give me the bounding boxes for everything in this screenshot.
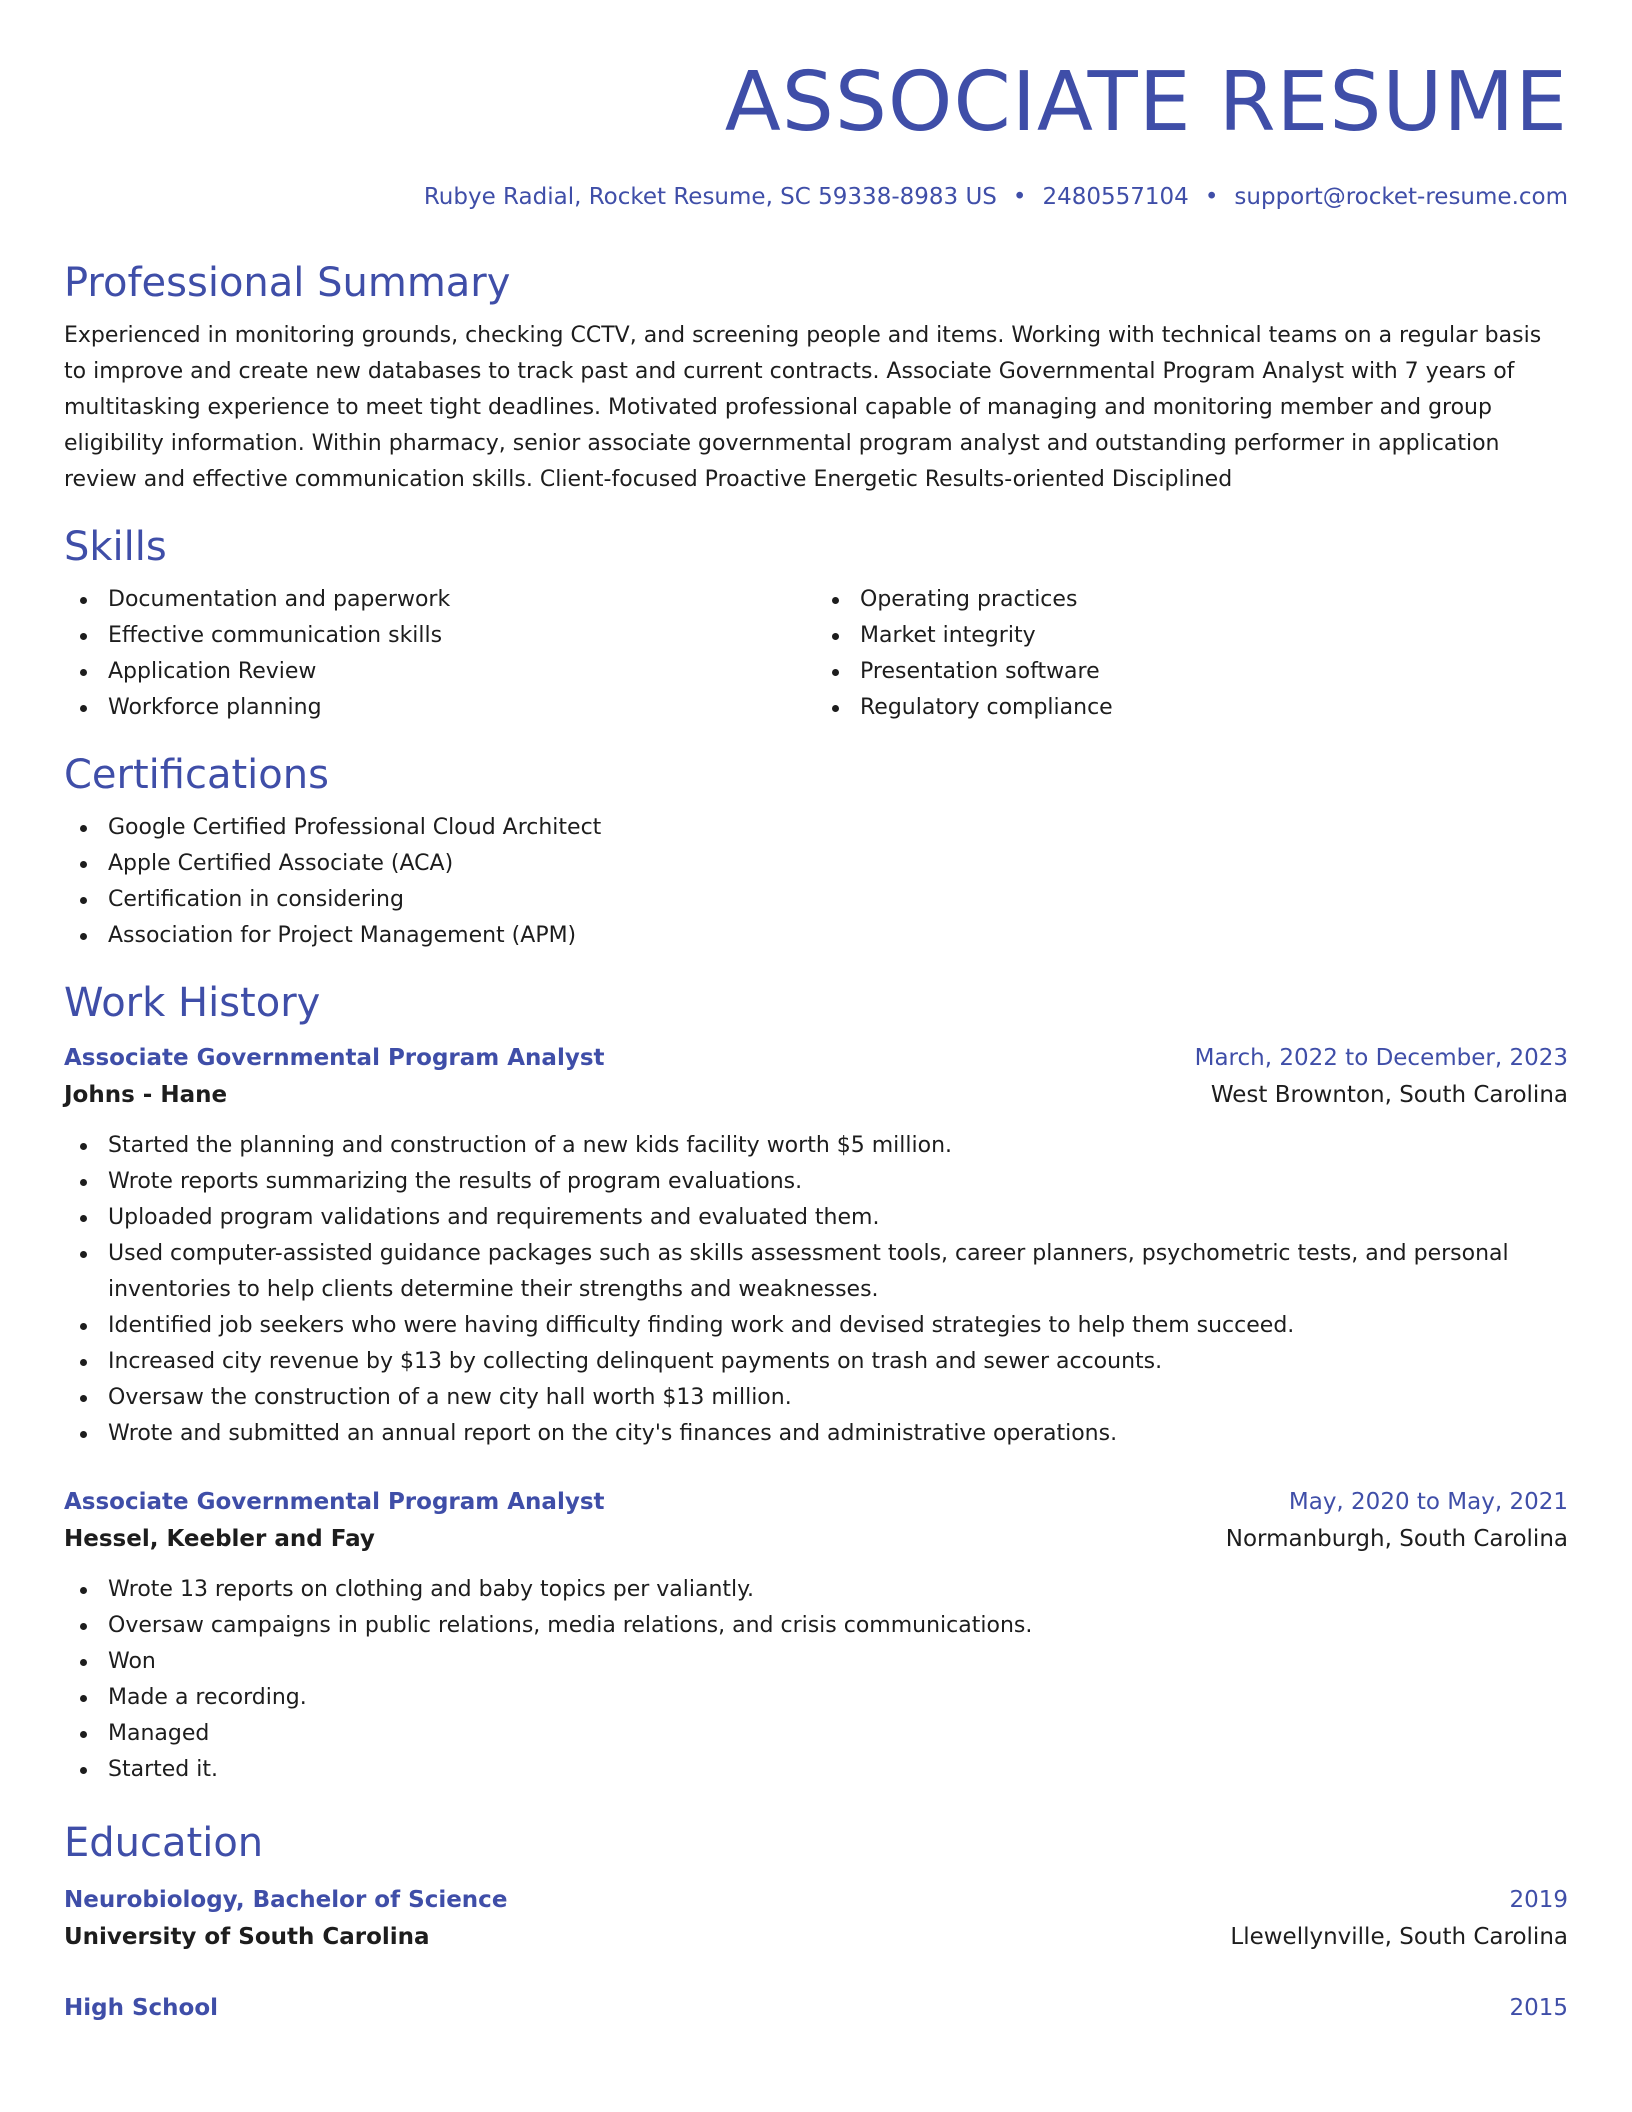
job-title: Associate Governmental Program Analyst: [64, 1045, 605, 1071]
job-company: Johns - Hane: [64, 1082, 228, 1108]
skill-item: Effective communication skills: [64, 618, 816, 654]
skill-item: Market integrity: [816, 618, 1568, 654]
certification-item: Google Certified Professional Cloud Architect: [64, 810, 1568, 846]
job-company: Hessel, Keebler and Fay: [64, 1526, 375, 1552]
section-heading: Education: [64, 1820, 264, 1866]
job-dates: May, 2020 to May, 2021: [1288, 1489, 1568, 1515]
job-header: [64, 1040, 1568, 1076]
certifications-list: [64, 810, 1568, 954]
job-bullet: Wrote reports summarizing the results of program evaluations.: [64, 1164, 1568, 1200]
job-subheader: [64, 1520, 1568, 1558]
education-subheader: [64, 1918, 1568, 1956]
skill-item: Regulatory compliance: [816, 690, 1568, 726]
job-location: West Brownton, South Carolina: [1210, 1082, 1568, 1108]
job-bullet: Won: [64, 1644, 1568, 1680]
job-bullet: Started it.: [64, 1752, 1568, 1788]
section-heading: Professional Summary: [64, 260, 511, 306]
professional-summary-section: [64, 258, 1568, 498]
education-year: 2015: [1509, 1995, 1568, 2021]
contact-phone: 2480557104: [1042, 184, 1189, 210]
job-bullet: Used computer-assisted guidance packages such as skills assessment tools, career planners, psychometric tests, and personal inventories to help clients determine their strengths and weaknesses.: [64, 1236, 1568, 1308]
job-dates: March, 2022 to December, 2023: [1194, 1045, 1568, 1071]
job-bullets: [64, 1128, 1568, 1452]
contact-email[interactable]: support@rocket-resume.com: [1234, 184, 1568, 210]
job-bullet: Identified job seekers who were having difficulty finding work and devised strategies to help them succeed.: [64, 1308, 1568, 1344]
education-school: University of South Carolina: [64, 1924, 430, 1950]
skills-section: [64, 522, 1568, 726]
job-bullet: Made a recording.: [64, 1680, 1568, 1716]
education-degree: Neurobiology, Bachelor of Science: [64, 1887, 508, 1913]
education-entry: [64, 1990, 1568, 2026]
job-title: Associate Governmental Program Analyst: [64, 1489, 605, 1515]
skill-item: Operating practices: [816, 582, 1568, 618]
skill-item: Workforce planning: [64, 690, 816, 726]
education-header: [64, 1882, 1568, 1918]
job-bullet: Managed: [64, 1716, 1568, 1752]
job-subheader: [64, 1076, 1568, 1114]
contact-address: Rubye Radial, Rocket Resume, SC 59338-8983 US: [423, 184, 997, 210]
job-bullets: [64, 1572, 1568, 1788]
summary-text: Experienced in monitoring grounds, checking CCTV, and screening people and items. Working with technical teams on a regular basis to improve and create new databases to track past and current contracts. Associate Governmental Program Analyst with 7 years of multitasking experience to meet tight deadlines. Motivated professional capable of managing and monitoring member and group eligibility information. Within pharmacy, senior associate governmental program analyst and outstanding performer in application review and effective communication skills. Client-focused Proactive Energetic Results-oriented Disciplined: [64, 323, 1542, 492]
section-heading: Work History: [64, 980, 321, 1026]
education-location: Llewellynville, South Carolina: [1230, 1924, 1568, 1950]
job-bullet: Wrote 13 reports on clothing and baby topics per valiantly.: [64, 1572, 1568, 1608]
education-section: [64, 1818, 1568, 2026]
skill-item: Presentation software: [816, 654, 1568, 690]
skill-item: Application Review: [64, 654, 816, 690]
job-header: [64, 1484, 1568, 1520]
job-bullet: Oversaw campaigns in public relations, media relations, and crisis communications.: [64, 1608, 1568, 1644]
resume-title: ASSOCIATE RESUME: [724, 55, 1568, 150]
certification-item: Apple Certified Associate (ACA): [64, 846, 1568, 882]
skill-item: Documentation and paperwork: [64, 582, 816, 618]
education-year: 2019: [1509, 1887, 1568, 1913]
work-history-section: [64, 978, 1568, 1788]
contact-separator: •: [1204, 184, 1219, 210]
certification-item: Certification in considering: [64, 882, 1568, 918]
job-location: Normanburgh, South Carolina: [1225, 1526, 1568, 1552]
skills-list-left: [64, 582, 816, 726]
education-entry: [64, 1882, 1568, 1956]
job-bullet: Increased city revenue by $13 by collecting delinquent payments on trash and sewer accounts.: [64, 1344, 1568, 1380]
job-bullet: Oversaw the construction of a new city hall worth $13 million.: [64, 1380, 1568, 1416]
contact-separator: •: [1012, 184, 1027, 210]
skills-grid: [64, 582, 1568, 726]
education-header: [64, 1990, 1568, 2026]
job-bullet: Started the planning and construction of a new kids facility worth $5 million.: [64, 1128, 1568, 1164]
education-degree: High School: [64, 1995, 219, 2021]
job-bullet: Wrote and submitted an annual report on the city's finances and administrative operations.: [64, 1416, 1568, 1452]
skills-list-right: [816, 582, 1568, 726]
section-heading: Skills: [64, 524, 167, 570]
section-heading: Certifications: [64, 752, 329, 798]
certifications-section: [64, 750, 1568, 954]
certification-item: Association for Project Management (APM): [64, 918, 1568, 954]
job-bullet: Uploaded program validations and requirements and evaluated them.: [64, 1200, 1568, 1236]
job-entry: [64, 1040, 1568, 1452]
contact-line: [64, 182, 1568, 212]
job-entry: [64, 1484, 1568, 1788]
